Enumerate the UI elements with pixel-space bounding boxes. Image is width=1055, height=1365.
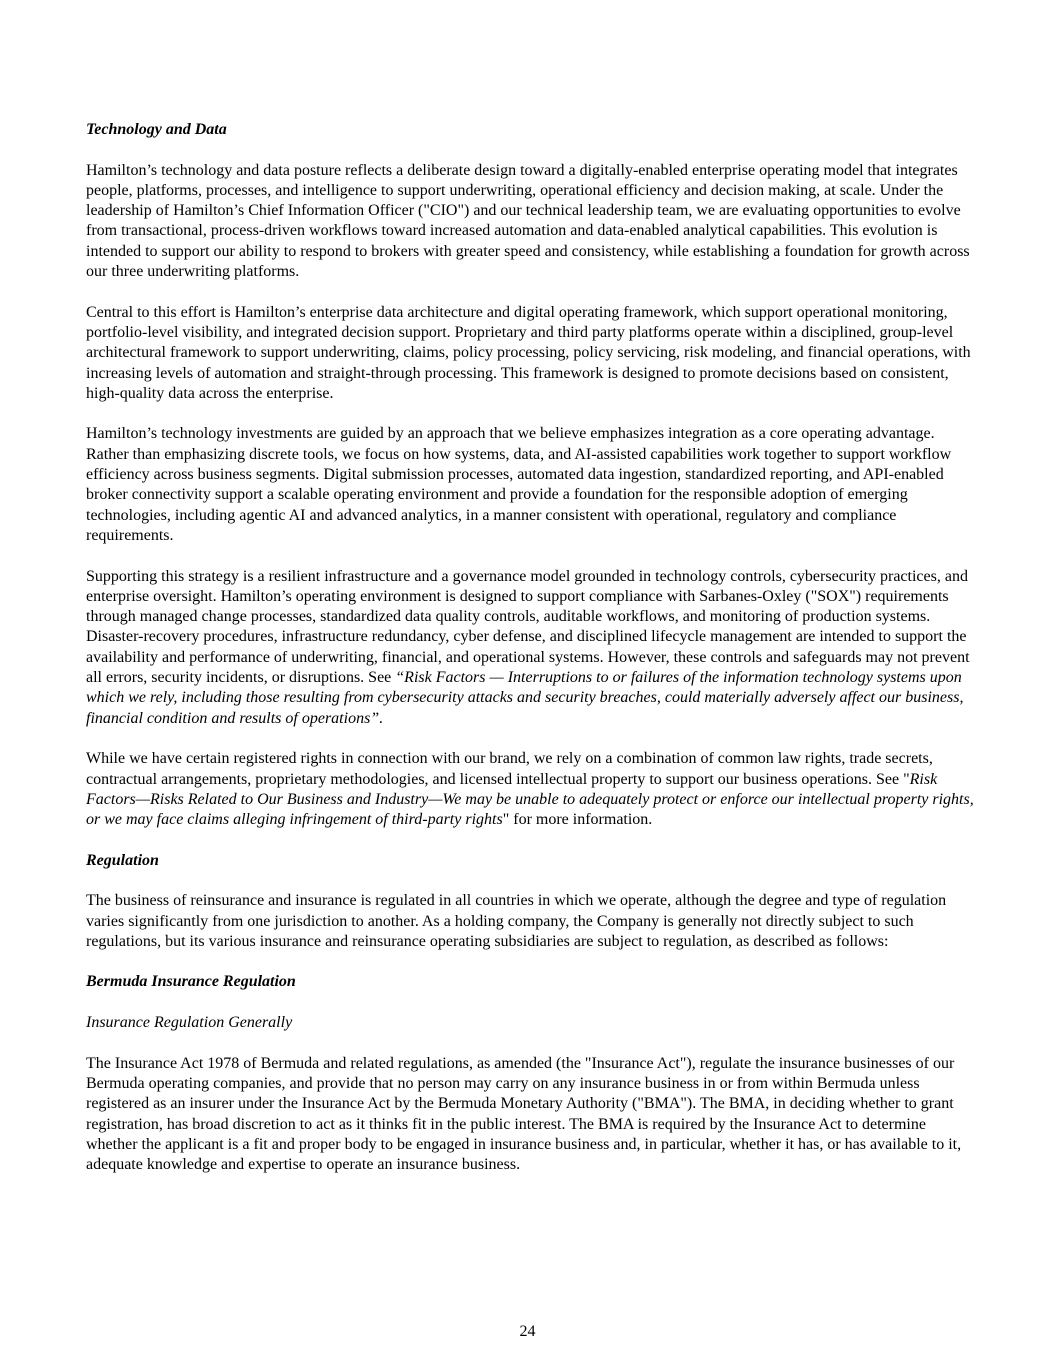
heading-regulation: Regulation	[86, 851, 159, 869]
page-number: 24	[519, 1323, 536, 1340]
heading-technology-and-data: Technology and Data	[86, 121, 227, 138]
paragraph	[86, 567, 976, 729]
paragraph-text: While we have certain registered rights in connection with our brand, we rely on a combination of common law rights, trade secrets, contractual arrangements, proprietary methodologies, and licensed intellectual property to support our business operations. See "	[86, 750, 933, 788]
paragraph: Central to this effort is Hamilton’s enterprise data architecture and digital operating framework, which support operational monitoring, portfolio-level visibility, and integrated decision support. Proprietary and third party platforms operate within a disciplined, group-level architectural framework to support underwriting, claims, policy processing, policy servicing, risk modeling, and financial operations, with increasing levels of automation and straight-through processing. This framework is designed to promote decisions based on consistent, high-quality data across the enterprise.	[86, 303, 971, 402]
risk-factor-reference: “Risk Factors — Interruptions to or failures of the information technology systems upon which we rely, including those resulting from cybersecurity attacks and security breaches, could materially adversely affect our business, financial condition and results of operations”.	[86, 669, 964, 727]
paragraph: Hamilton’s technology investments are guided by an approach that we believe emphasizes integration as a core operating advantage. Rather than emphasizing discrete tools, we focus on how systems, data, and AI-assisted capabilities work together to support workflow efficiency across business segments. Digital submission processes, automated data ingestion, standardized reporting, and API-enabled broker connectivity support a scalable operating environment and provide a foundation for the responsible adoption of emerging technologies, including agentic AI and advanced analytics, in a manner consistent with operational, regulatory and compliance requirements.	[86, 425, 952, 544]
paragraph: The business of reinsurance and insurance is regulated in all countries in which we operate, although the degree and type of regulation varies significantly from one jurisdiction to another. As a holding company, the Company is generally not directly subject to such regulations, but its various insurance and reinsurance operating subsidiaries are subject to regulation, as described as follows:	[86, 892, 947, 950]
paragraph	[86, 749, 976, 830]
risk-factor-reference: Risk Factors—Risks Related to Our Business and Industry—We may be unable to adequately protect or enforce our intellectual property rights, or we may face claims alleging infringement of third-party rights	[86, 770, 974, 829]
paragraph: Hamilton’s technology and data posture reflects a deliberate design toward a digitally-enabled enterprise operating model that integrates people, platforms, processes, and intelligence to support underwriting, operational efficiency and decision making, at scale. Under the leadership of Hamilton’s Chief Information Officer ("CIO") and our technical leadership team, we are evaluating opportunities to evolve from transactional, process-driven workflows toward increased automation and data-enabled analytical capabilities. This evolution is intended to support our ability to respond to brokers with greater speed and consistency, while establishing a foundation for growth across our three underwriting platforms.	[86, 161, 970, 281]
paragraph: The Insurance Act 1978 of Bermuda and related regulations, as amended (the "Insurance Act"), regulate the insurance businesses of our Bermuda operating companies, and provide that no person may carry on any insurance business in or from within Bermuda unless registered as an insurer under the Insurance Act by the Bermuda Monetary Authority ("BMA"). The BMA, in deciding whether to grant registration, has broad discretion to act as it thinks fit in the public interest. The BMA is required by the Insurance Act to determine whether the applicant is a fit and proper body to be engaged in insurance business and, in particular, whether it has, or has available to it, adequate knowledge and expertise to operate an insurance business.	[86, 1054, 962, 1174]
document-page	[86, 120, 976, 1196]
paragraph-text: Supporting this strategy is a resilient infrastructure and a governance model grounded in technology controls, cybersecurity practices, and enterprise oversight. Hamilton’s operating environment is designed to support compliance with Sarbanes-Oxley ("SOX") requirements through managed change processes, standardized data quality controls, auditable workflows, and monitoring of production systems. Disaster-recovery procedures, infrastructure redundancy, cyber defense, and disciplined lifecycle management are intended to support the availability and performance of underwriting, financial, and operational systems. However, these controls and safeguards may not prevent all errors, security incidents, or disruptions. See	[86, 567, 970, 687]
heading-bermuda-insurance-regulation: Bermuda Insurance Regulation	[86, 973, 296, 991]
subheading-insurance-regulation-generally: Insurance Regulation Generally	[86, 1014, 293, 1032]
paragraph-text: " for more information.	[502, 811, 653, 829]
